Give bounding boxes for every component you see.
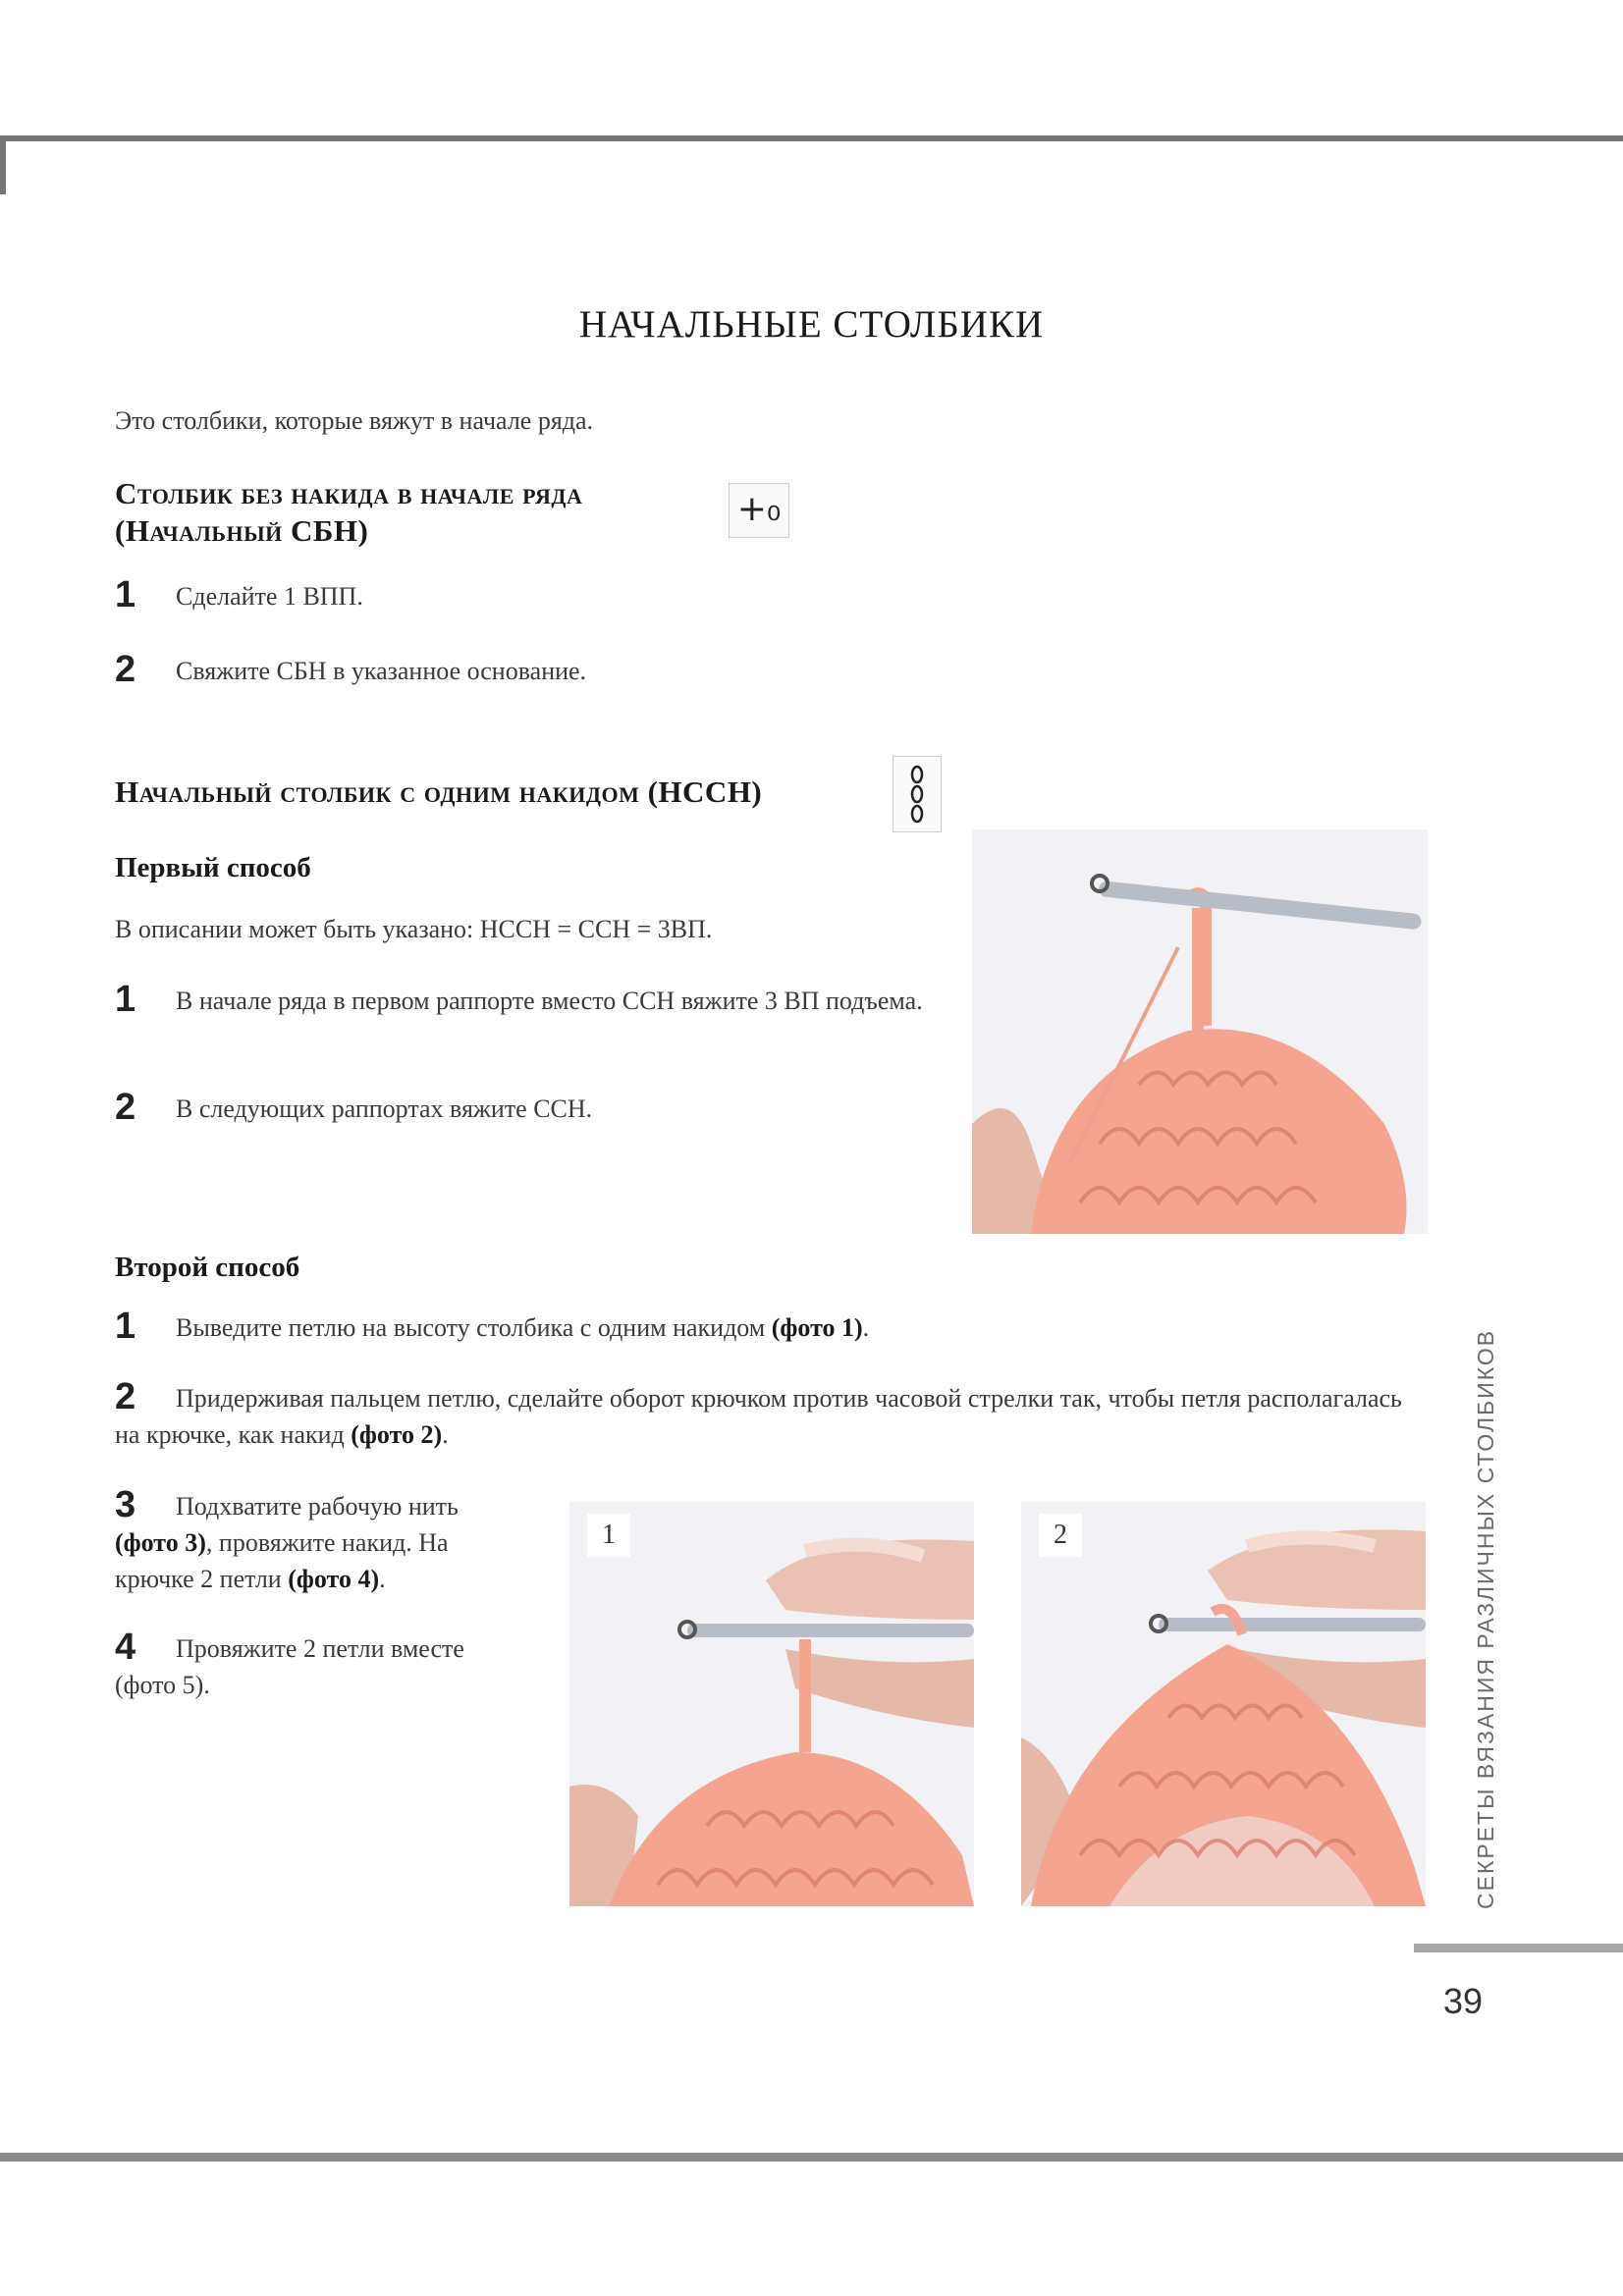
side-running-title: СЕКРЕТЫ ВЯЗАНИЯ РАЗЛИЧНЫХ СТОЛБИКОВ bbox=[1473, 1328, 1498, 1909]
step-text: Подхватите рабочую нить bbox=[176, 1492, 459, 1521]
method2-step-1 bbox=[115, 1308, 1440, 1346]
sc-symbol-icon: +₀ bbox=[736, 489, 782, 529]
photo-ref: (фото 1) bbox=[771, 1313, 863, 1342]
step-text: , провяжите накид. На крючке 2 петли bbox=[115, 1528, 449, 1593]
section1-heading bbox=[115, 475, 724, 550]
step-number: 1 bbox=[115, 574, 136, 615]
section1-step-2 bbox=[115, 649, 802, 690]
method2-step-3 bbox=[115, 1484, 527, 1597]
section1-heading-line1: Столбик без накида в начале ряда bbox=[115, 476, 583, 510]
photo-label: 2 bbox=[1039, 1514, 1082, 1557]
intro-text: Это столбики, которые вяжут в начале ряда. bbox=[115, 406, 594, 435]
step-number: 1 bbox=[115, 979, 136, 1020]
step-text: Провяжите 2 петли вместе (фото 5). bbox=[115, 1634, 464, 1699]
step-number: 2 bbox=[115, 1087, 136, 1128]
method1-note: В описании может быть указано: НССН = ССН = 3ВП. bbox=[115, 915, 713, 943]
page-number-rule bbox=[1414, 1944, 1623, 1952]
left-rule bbox=[0, 135, 6, 194]
method2-step-4 bbox=[115, 1629, 527, 1703]
top-rule bbox=[0, 135, 1623, 141]
photo-ref: (фото 4) bbox=[288, 1565, 380, 1593]
step-end: . bbox=[379, 1565, 386, 1593]
method1-heading: Первый способ bbox=[115, 852, 311, 883]
section1-step-1 bbox=[115, 574, 704, 615]
step-text: Выведите петлю на высоту столбика с одним накидом bbox=[176, 1313, 766, 1342]
page-number: 39 bbox=[1443, 1981, 1484, 2021]
method1-photo bbox=[972, 829, 1428, 1234]
method1-step-1 bbox=[115, 979, 949, 1020]
photo-ref: (фото 3) bbox=[115, 1528, 206, 1557]
step-text: В начале ряда в первом раппорте вместо ССН вяжите 3 ВП подъема. bbox=[176, 987, 923, 1015]
step-number: 4 bbox=[115, 1627, 136, 1668]
step-text: Сделайте 1 ВПП. bbox=[176, 582, 363, 611]
step-number: 2 bbox=[115, 649, 136, 690]
method1-step-2 bbox=[115, 1087, 949, 1128]
chain-symbol-icon bbox=[893, 757, 941, 831]
method2-heading: Второй способ bbox=[115, 1252, 300, 1283]
photo-1 bbox=[569, 1502, 974, 1906]
step-number: 3 bbox=[115, 1484, 136, 1525]
step-number: 2 bbox=[115, 1376, 136, 1417]
step-text: Придерживая пальцем петлю, сделайте оборот крючком против часовой стрелки так, чтобы петля располагалась на крючке, как накид bbox=[115, 1384, 1402, 1449]
photo-2 bbox=[1021, 1502, 1426, 1906]
step-end: . bbox=[862, 1313, 870, 1342]
photo-ref: (фото 2) bbox=[351, 1420, 443, 1449]
section1-heading-line2: (Начальный СБН) bbox=[115, 513, 369, 548]
method2-step-2 bbox=[115, 1376, 1411, 1453]
page-title: НАЧАЛЬНЫЕ СТОЛБИКИ bbox=[578, 303, 1045, 346]
photo-label: 1 bbox=[587, 1514, 630, 1557]
section2-heading: Начальный столбик с одним накидом (НССН) bbox=[115, 774, 763, 809]
step-text: Свяжите СБН в указанное основание. bbox=[176, 657, 587, 685]
step-text: В следующих раппортах вяжите ССН. bbox=[176, 1095, 593, 1123]
step-end: . bbox=[442, 1420, 449, 1449]
sc-symbol-box bbox=[729, 483, 789, 538]
bottom-rule bbox=[0, 2153, 1623, 2162]
step-number: 1 bbox=[115, 1306, 136, 1347]
dc-symbol-box bbox=[893, 756, 942, 832]
